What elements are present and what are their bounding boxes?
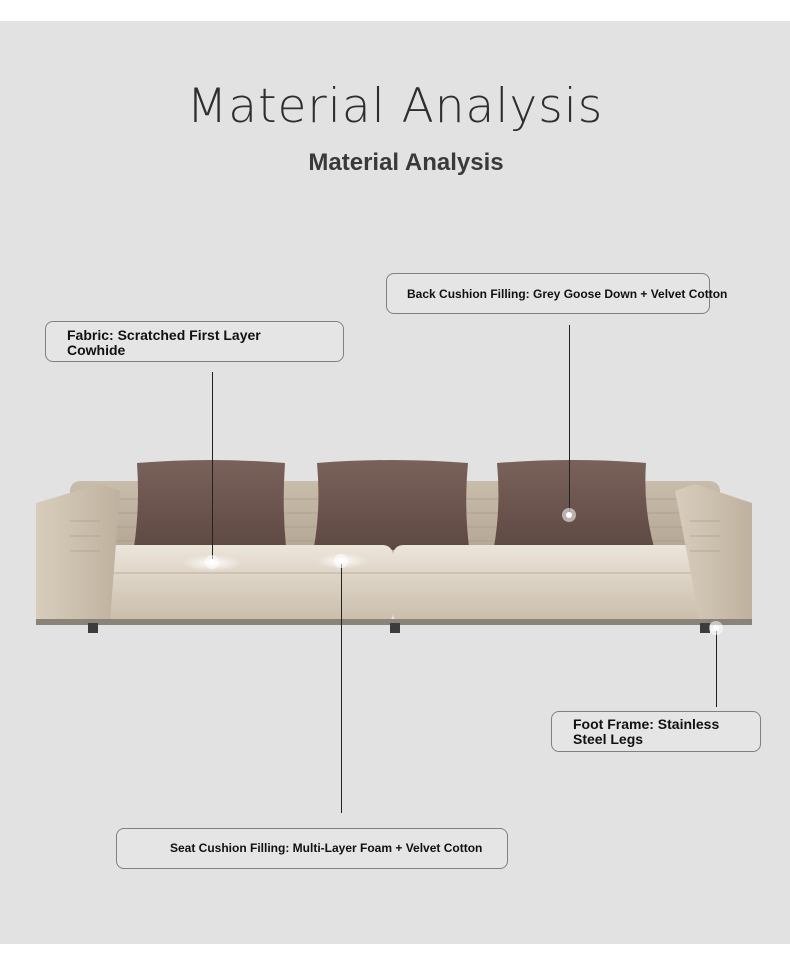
fabric-leader-line [212,372,213,562]
foot-frame-callout [551,711,761,752]
back-cushion-leader-line [569,325,570,515]
foot-frame-callout-text: Foot Frame: Stainless Steel Legs [573,716,720,747]
fabric-callout-text: Fabric: Scratched First Layer Cowhide [67,327,261,358]
foot-frame-hotspot[interactable] [709,621,723,635]
seat-cushion-callout-text: Seat Cushion Filling: Multi-Layer Foam + Velvet Cotton [170,841,483,855]
back-cushion-callout [386,273,728,314]
fabric-hotspot[interactable] [205,555,219,569]
sofa-image [0,21,790,944]
back-cushion-callout-text: Back Cushion Filling: Grey Goose Down + Velvet Cotton [407,287,728,301]
product-panel [0,21,790,944]
page-title: Material Analysis [186,79,604,134]
page-subtitle: Material Analysis [308,149,504,176]
fabric-callout [45,321,344,362]
foot-frame-leader-line [716,628,717,707]
seat-cushion-hotspot[interactable] [334,554,348,568]
seat-cushion-callout [116,828,508,869]
back-cushion-hotspot[interactable] [562,508,576,522]
seat-cushion-leader-line [341,561,342,813]
